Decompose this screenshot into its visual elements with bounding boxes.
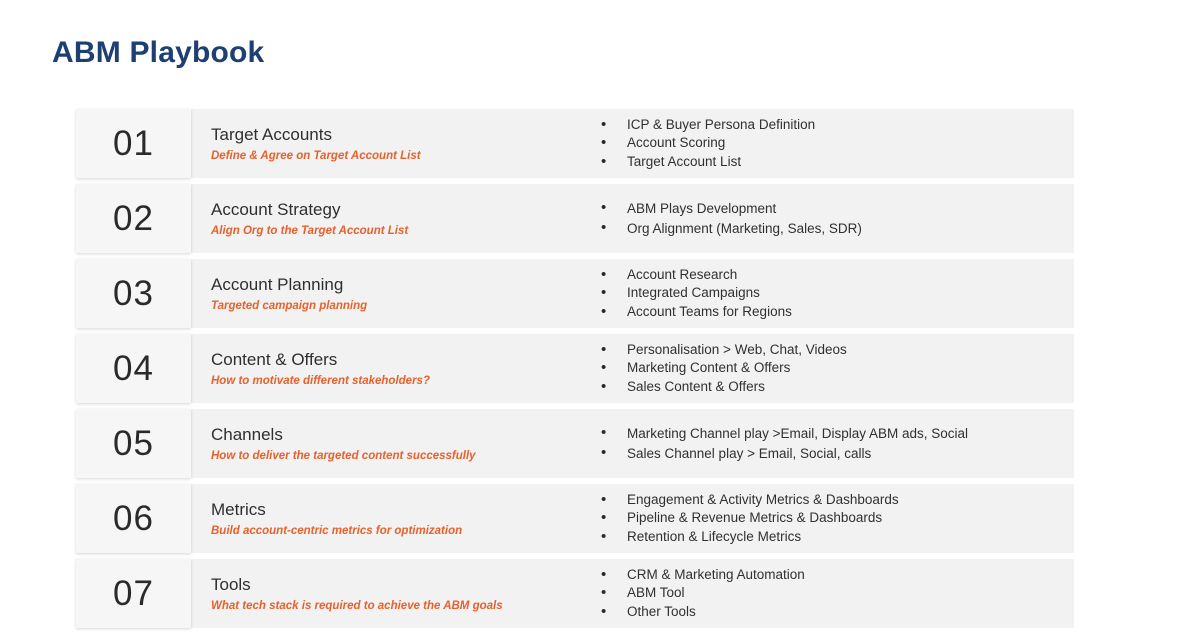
step-number: 05 [113, 423, 154, 463]
step-heading-block [191, 409, 591, 478]
step-bullet-list [591, 184, 1074, 253]
bullet-dot-icon: • [601, 134, 607, 152]
bullet-dot-icon: • [601, 509, 607, 527]
step-number-box [76, 409, 191, 478]
step-number: 07 [113, 573, 154, 613]
bullet-dot-icon: • [601, 602, 607, 620]
bullet-text: Marketing Channel play >Email, Display ABM ads, Social [627, 425, 969, 441]
bullet-text: Org Alignment (Marketing, Sales, SDR) [627, 220, 862, 236]
step-number-box [76, 109, 191, 178]
bullet-dot-icon: • [601, 265, 607, 283]
bullet-text: Sales Content & Offers [627, 378, 765, 394]
step-title: Account Planning [211, 275, 344, 294]
bullet-dot-icon: • [601, 219, 607, 237]
bullet-text: Retention & Lifecycle Metrics [627, 528, 802, 544]
step-number: 06 [113, 498, 154, 538]
bullet-text: Integrated Campaigns [627, 285, 760, 301]
bullet-text: CRM & Marketing Automation [627, 566, 805, 582]
bullet-dot-icon: • [601, 377, 607, 395]
bullet-text: Marketing Content & Offers [627, 360, 791, 376]
bullet-dot-icon: • [601, 565, 607, 583]
step-number-box [76, 484, 191, 553]
step-subtitle: Align Org to the Target Account List [211, 225, 409, 237]
step-subtitle: How to motivate different stakeholders? [211, 375, 430, 387]
step-heading-block [191, 559, 591, 628]
page-title: ABM Playbook [52, 36, 265, 69]
step-subtitle: Define & Agree on Target Account List [211, 150, 421, 162]
step-bullet-item [601, 199, 1074, 219]
playbook-step-row [76, 484, 1074, 553]
bullet-text: Account Scoring [627, 135, 726, 151]
bullet-dot-icon: • [601, 340, 607, 358]
step-bullet-item [601, 266, 1074, 285]
bullet-dot-icon: • [601, 424, 607, 442]
step-bullet-list [591, 334, 1074, 403]
step-title: Content & Offers [211, 350, 338, 369]
step-bullet-list [591, 409, 1074, 478]
step-number-box [76, 184, 191, 253]
bullet-dot-icon: • [601, 284, 607, 302]
bullet-text: ICP & Buyer Persona Definition [627, 116, 816, 132]
step-bullet-item [601, 219, 1074, 239]
step-number-box [76, 334, 191, 403]
step-bullet-item [601, 491, 1074, 510]
step-bullet-item [601, 359, 1074, 378]
step-bullet-item [601, 603, 1074, 622]
bullet-dot-icon: • [601, 490, 607, 508]
step-bullet-item [601, 566, 1074, 585]
step-title: Target Accounts [211, 125, 332, 144]
step-bullet-item [601, 378, 1074, 397]
step-number-box [76, 259, 191, 328]
step-number: 04 [113, 348, 154, 388]
bullet-text: Personalisation > Web, Chat, Videos [627, 341, 847, 357]
bullet-dot-icon: • [601, 444, 607, 462]
bullet-text: ABM Tool [627, 585, 685, 601]
step-bullet-item [601, 303, 1074, 322]
bullet-dot-icon: • [601, 302, 607, 320]
step-bullet-item [601, 153, 1074, 172]
step-heading-block [191, 484, 591, 553]
step-number: 03 [113, 273, 154, 313]
playbook-step-row [76, 334, 1074, 403]
step-bullet-list [591, 484, 1074, 553]
step-number: 02 [113, 198, 154, 238]
step-bullet-item [601, 134, 1074, 153]
step-bullet-item [601, 528, 1074, 547]
step-title: Channels [211, 425, 283, 444]
bullet-text: Pipeline & Revenue Metrics & Dashboards [627, 510, 883, 526]
step-heading-block [191, 184, 591, 253]
step-subtitle: What tech stack is required to achieve the ABM goals [211, 600, 503, 612]
bullet-text: Account Research [627, 266, 738, 282]
playbook-steps-list [76, 109, 1074, 634]
step-bullet-item [601, 116, 1074, 135]
bullet-text: Sales Channel play > Email, Social, calls [627, 445, 872, 461]
step-heading-block [191, 259, 591, 328]
step-bullet-item [601, 444, 1074, 464]
step-bullet-item [601, 284, 1074, 303]
bullet-text: Account Teams for Regions [627, 303, 792, 319]
step-number: 01 [113, 123, 154, 163]
step-title: Tools [211, 575, 251, 594]
playbook-step-row [76, 559, 1074, 628]
bullet-text: Engagement & Activity Metrics & Dashboards [627, 491, 899, 507]
step-heading-block [191, 109, 591, 178]
step-bullet-item [601, 341, 1074, 360]
bullet-dot-icon: • [601, 584, 607, 602]
step-number-box [76, 559, 191, 628]
bullet-text: Target Account List [627, 153, 742, 169]
step-title: Account Strategy [211, 200, 341, 219]
playbook-step-row [76, 184, 1074, 253]
bullet-dot-icon: • [601, 152, 607, 170]
step-bullet-list [591, 109, 1074, 178]
playbook-step-row [76, 409, 1074, 478]
step-subtitle: How to deliver the targeted content successfully [211, 450, 476, 462]
step-bullet-list [591, 259, 1074, 328]
bullet-dot-icon: • [601, 115, 607, 133]
playbook-step-row [76, 259, 1074, 328]
playbook-step-row [76, 109, 1074, 178]
step-subtitle: Targeted campaign planning [211, 300, 368, 312]
step-heading-block [191, 334, 591, 403]
step-subtitle: Build account-centric metrics for optimization [211, 525, 463, 537]
step-bullet-list [591, 559, 1074, 628]
bullet-dot-icon: • [601, 527, 607, 545]
bullet-dot-icon: • [601, 199, 607, 217]
bullet-dot-icon: • [601, 359, 607, 377]
step-bullet-item [601, 424, 1074, 444]
bullet-text: Other Tools [627, 603, 696, 619]
step-bullet-item [601, 509, 1074, 528]
step-bullet-item [601, 584, 1074, 603]
bullet-text: ABM Plays Development [627, 200, 777, 216]
step-title: Metrics [211, 500, 266, 519]
